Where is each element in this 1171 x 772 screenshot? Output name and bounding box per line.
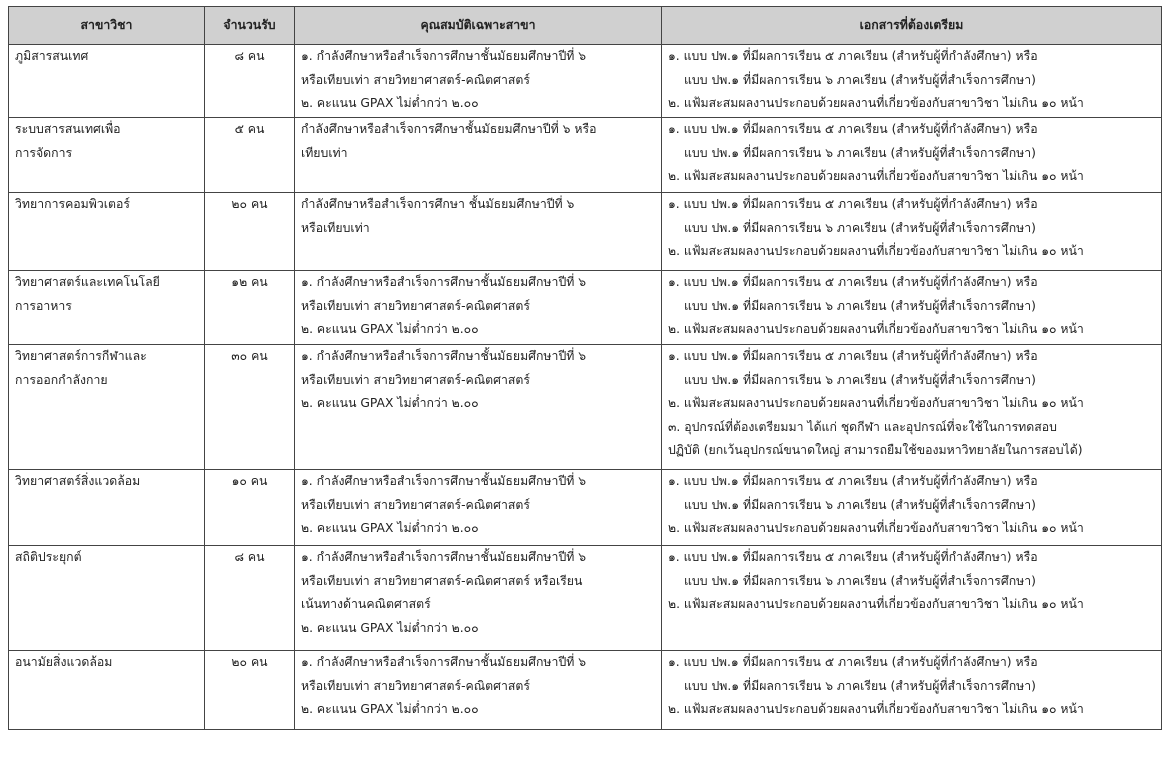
documents-cell bbox=[662, 45, 1162, 118]
qualification-line: หรือเทียบเท่า bbox=[301, 220, 370, 235]
table-header-row bbox=[9, 7, 1162, 45]
table-row bbox=[9, 118, 1162, 193]
header-documents: เอกสารที่ต้องเตรียม bbox=[662, 7, 1162, 45]
document-line: ๑. แบบ ปพ.๑ ที่มีผลการเรียน ๕ ภาคเรียน (สำหรับผู้ที่กำลังศึกษา) หรือ bbox=[668, 474, 1038, 488]
document-line: ๑. แบบ ปพ.๑ ที่มีผลการเรียน ๕ ภาคเรียน (สำหรับผู้ที่กำลังศึกษา) หรือ bbox=[668, 550, 1038, 564]
table-row bbox=[9, 345, 1162, 470]
documents-cell bbox=[662, 651, 1162, 730]
document-line: ๑. แบบ ปพ.๑ ที่มีผลการเรียน ๕ ภาคเรียน (สำหรับผู้ที่กำลังศึกษา) หรือ bbox=[668, 122, 1038, 136]
program-name-line: การจัดการ bbox=[15, 145, 73, 160]
document-line: ๒. แฟ้มสะสมผลงานประกอบด้วยผลงานที่เกี่ยวข้องกับสาขาวิชา ไม่เกิน ๑๐ หน้า bbox=[668, 396, 1084, 410]
program-name-cell bbox=[9, 651, 205, 730]
qualifications-cell bbox=[295, 546, 662, 651]
document-line: แบบ ปพ.๑ ที่มีผลการเรียน ๖ ภาคเรียน (สำหรับผู้ที่สำเร็จการศึกษา) bbox=[684, 72, 1036, 87]
qualification-line: หรือเทียบเท่า สายวิทยาศาสตร์-คณิตศาสตร์ bbox=[301, 72, 530, 87]
header-qualifications: คุณสมบัติเฉพาะสาขา bbox=[295, 7, 662, 45]
qualification-line: ๑. กำลังศึกษาหรือสำเร็จการศึกษาชั้นมัธยมศึกษาปีที่ ๖ bbox=[301, 275, 587, 289]
document-line: ๒. แฟ้มสะสมผลงานประกอบด้วยผลงานที่เกี่ยวข้องกับสาขาวิชา ไม่เกิน ๑๐ หน้า bbox=[668, 169, 1084, 183]
document-line: ๑. แบบ ปพ.๑ ที่มีผลการเรียน ๕ ภาคเรียน (สำหรับผู้ที่กำลังศึกษา) หรือ bbox=[668, 349, 1038, 363]
program-name-line: สถิติประยุกต์ bbox=[15, 550, 82, 564]
qualifications-cell bbox=[295, 45, 662, 118]
document-line: แบบ ปพ.๑ ที่มีผลการเรียน ๖ ภาคเรียน (สำหรับผู้ที่สำเร็จการศึกษา) bbox=[684, 497, 1036, 512]
documents-cell bbox=[662, 546, 1162, 651]
program-name-line: อนามัยสิ่งแวดล้อม bbox=[15, 655, 113, 669]
program-name-cell bbox=[9, 193, 205, 271]
program-name-cell bbox=[9, 345, 205, 470]
document-line: แบบ ปพ.๑ ที่มีผลการเรียน ๖ ภาคเรียน (สำหรับผู้ที่สำเร็จการศึกษา) bbox=[684, 220, 1036, 235]
quota-cell: ๓๐ คน bbox=[205, 345, 295, 470]
quota-cell: ๒๐ คน bbox=[205, 193, 295, 271]
document-line: ๓. อุปกรณ์ที่ต้องเตรียมมา ได้แก่ ชุดกีฬา และอุปกรณ์ที่จะใช้ในการทดสอบ bbox=[668, 419, 1057, 434]
quota-cell: ๕ คน bbox=[205, 118, 295, 193]
documents-cell bbox=[662, 118, 1162, 193]
document-line: แบบ ปพ.๑ ที่มีผลการเรียน ๖ ภาคเรียน (สำหรับผู้ที่สำเร็จการศึกษา) bbox=[684, 372, 1036, 387]
qualification-line: หรือเทียบเท่า สายวิทยาศาสตร์-คณิตศาสตร์ bbox=[301, 372, 530, 387]
document-line: ๑. แบบ ปพ.๑ ที่มีผลการเรียน ๕ ภาคเรียน (สำหรับผู้ที่กำลังศึกษา) หรือ bbox=[668, 275, 1038, 289]
qualification-line: ๒. คะแนน GPAX ไม่ต่ำกว่า ๒.๐๐ bbox=[301, 96, 479, 110]
table-row bbox=[9, 193, 1162, 271]
documents-cell bbox=[662, 345, 1162, 470]
document-line: ๒. แฟ้มสะสมผลงานประกอบด้วยผลงานที่เกี่ยวข้องกับสาขาวิชา ไม่เกิน ๑๐ หน้า bbox=[668, 521, 1084, 535]
header-quota: จำนวนรับ bbox=[205, 7, 295, 45]
program-name-line: การอาหาร bbox=[15, 298, 72, 313]
program-name-cell bbox=[9, 45, 205, 118]
qualification-line: กำลังศึกษาหรือสำเร็จการศึกษาชั้นมัธยมศึกษาปีที่ ๖ หรือ bbox=[301, 122, 597, 136]
document-line: ๒. แฟ้มสะสมผลงานประกอบด้วยผลงานที่เกี่ยวข้องกับสาขาวิชา ไม่เกิน ๑๐ หน้า bbox=[668, 322, 1084, 336]
qualification-line: เทียบเท่า bbox=[301, 145, 348, 160]
qualification-line: ๑. กำลังศึกษาหรือสำเร็จการศึกษาชั้นมัธยมศึกษาปีที่ ๖ bbox=[301, 49, 587, 63]
qualifications-cell bbox=[295, 345, 662, 470]
qualification-line: ๑. กำลังศึกษาหรือสำเร็จการศึกษาชั้นมัธยมศึกษาปีที่ ๖ bbox=[301, 655, 587, 669]
documents-cell bbox=[662, 193, 1162, 271]
qualification-line: หรือเทียบเท่า สายวิทยาศาสตร์-คณิตศาสตร์ bbox=[301, 497, 530, 512]
program-name-line: การออกกำลังกาย bbox=[15, 372, 108, 387]
qualification-line: กำลังศึกษาหรือสำเร็จการศึกษา ชั้นมัธยมศึกษาปีที่ ๖ bbox=[301, 197, 575, 211]
table-body bbox=[9, 45, 1162, 730]
qualification-line: ๑. กำลังศึกษาหรือสำเร็จการศึกษาชั้นมัธยมศึกษาปีที่ ๖ bbox=[301, 550, 587, 564]
qualifications-cell bbox=[295, 271, 662, 345]
document-line: แบบ ปพ.๑ ที่มีผลการเรียน ๖ ภาคเรียน (สำหรับผู้ที่สำเร็จการศึกษา) bbox=[684, 573, 1036, 588]
quota-cell: ๑๒ คน bbox=[205, 271, 295, 345]
qualification-line: ๑. กำลังศึกษาหรือสำเร็จการศึกษาชั้นมัธยมศึกษาปีที่ ๖ bbox=[301, 474, 587, 488]
qualifications-cell bbox=[295, 193, 662, 271]
header-program: สาขาวิชา bbox=[9, 7, 205, 45]
qualification-line: ๒. คะแนน GPAX ไม่ต่ำกว่า ๒.๐๐ bbox=[301, 620, 479, 635]
qualifications-cell bbox=[295, 118, 662, 193]
program-name-cell bbox=[9, 546, 205, 651]
program-name-line: วิทยาศาสตร์การกีฬาและ bbox=[15, 349, 147, 363]
program-name-line: วิทยาศาสตร์และเทคโนโลยี bbox=[15, 275, 160, 289]
qualifications-cell bbox=[295, 651, 662, 730]
document-line: ๒. แฟ้มสะสมผลงานประกอบด้วยผลงานที่เกี่ยวข้องกับสาขาวิชา ไม่เกิน ๑๐ หน้า bbox=[668, 597, 1084, 611]
quota-cell: ๒๐ คน bbox=[205, 651, 295, 730]
qualification-line: เน้นทางด้านคณิตศาสตร์ bbox=[301, 597, 431, 611]
quota-cell: ๘ คน bbox=[205, 546, 295, 651]
table-row bbox=[9, 470, 1162, 546]
document-line: ๒. แฟ้มสะสมผลงานประกอบด้วยผลงานที่เกี่ยวข้องกับสาขาวิชา ไม่เกิน ๑๐ หน้า bbox=[668, 96, 1084, 110]
qualifications-cell bbox=[295, 470, 662, 546]
documents-cell bbox=[662, 271, 1162, 345]
program-name-line: ภูมิสารสนเทศ bbox=[15, 49, 89, 63]
document-line: แบบ ปพ.๑ ที่มีผลการเรียน ๖ ภาคเรียน (สำหรับผู้ที่สำเร็จการศึกษา) bbox=[684, 145, 1036, 160]
qualification-line: ๒. คะแนน GPAX ไม่ต่ำกว่า ๒.๐๐ bbox=[301, 521, 479, 535]
program-name-cell bbox=[9, 271, 205, 345]
program-name-line: วิทยาการคอมพิวเตอร์ bbox=[15, 197, 130, 211]
qualification-line: ๑. กำลังศึกษาหรือสำเร็จการศึกษาชั้นมัธยมศึกษาปีที่ ๖ bbox=[301, 349, 587, 363]
table-row bbox=[9, 546, 1162, 651]
document-line: แบบ ปพ.๑ ที่มีผลการเรียน ๖ ภาคเรียน (สำหรับผู้ที่สำเร็จการศึกษา) bbox=[684, 678, 1036, 693]
program-name-cell bbox=[9, 118, 205, 193]
quota-cell: ๘ คน bbox=[205, 45, 295, 118]
document-line: ๒. แฟ้มสะสมผลงานประกอบด้วยผลงานที่เกี่ยวข้องกับสาขาวิชา ไม่เกิน ๑๐ หน้า bbox=[668, 244, 1084, 258]
quota-cell: ๑๐ คน bbox=[205, 470, 295, 546]
program-name-line: วิทยาศาสตร์สิ่งแวดล้อม bbox=[15, 474, 141, 488]
table-row bbox=[9, 651, 1162, 730]
document-line: ๒. แฟ้มสะสมผลงานประกอบด้วยผลงานที่เกี่ยวข้องกับสาขาวิชา ไม่เกิน ๑๐ หน้า bbox=[668, 702, 1084, 716]
admission-table-container bbox=[8, 6, 1161, 730]
qualification-line: ๒. คะแนน GPAX ไม่ต่ำกว่า ๒.๐๐ bbox=[301, 322, 479, 336]
document-line: ๑. แบบ ปพ.๑ ที่มีผลการเรียน ๕ ภาคเรียน (สำหรับผู้ที่กำลังศึกษา) หรือ bbox=[668, 655, 1038, 669]
document-line: ปฏิบัติ (ยกเว้นอุปกรณ์ขนาดใหญ่ สามารถยืมใช้ของมหาวิทยาลัยในการสอบได้) bbox=[668, 443, 1083, 457]
documents-cell bbox=[662, 470, 1162, 546]
qualification-line: ๒. คะแนน GPAX ไม่ต่ำกว่า ๒.๐๐ bbox=[301, 702, 479, 716]
document-line: ๑. แบบ ปพ.๑ ที่มีผลการเรียน ๕ ภาคเรียน (สำหรับผู้ที่กำลังศึกษา) หรือ bbox=[668, 197, 1038, 211]
qualification-line: หรือเทียบเท่า สายวิทยาศาสตร์-คณิตศาสตร์ bbox=[301, 678, 530, 693]
qualification-line: หรือเทียบเท่า สายวิทยาศาสตร์-คณิตศาสตร์ หรือเรียน bbox=[301, 573, 583, 588]
qualification-line: หรือเทียบเท่า สายวิทยาศาสตร์-คณิตศาสตร์ bbox=[301, 298, 530, 313]
program-name-line: ระบบสารสนเทศเพื่อ bbox=[15, 122, 121, 136]
program-name-cell bbox=[9, 470, 205, 546]
table-row bbox=[9, 271, 1162, 345]
qualification-line: ๒. คะแนน GPAX ไม่ต่ำกว่า ๒.๐๐ bbox=[301, 396, 479, 410]
admission-table bbox=[8, 6, 1162, 730]
table-row bbox=[9, 45, 1162, 118]
document-line: ๑. แบบ ปพ.๑ ที่มีผลการเรียน ๕ ภาคเรียน (สำหรับผู้ที่กำลังศึกษา) หรือ bbox=[668, 49, 1038, 63]
document-line: แบบ ปพ.๑ ที่มีผลการเรียน ๖ ภาคเรียน (สำหรับผู้ที่สำเร็จการศึกษา) bbox=[684, 298, 1036, 313]
